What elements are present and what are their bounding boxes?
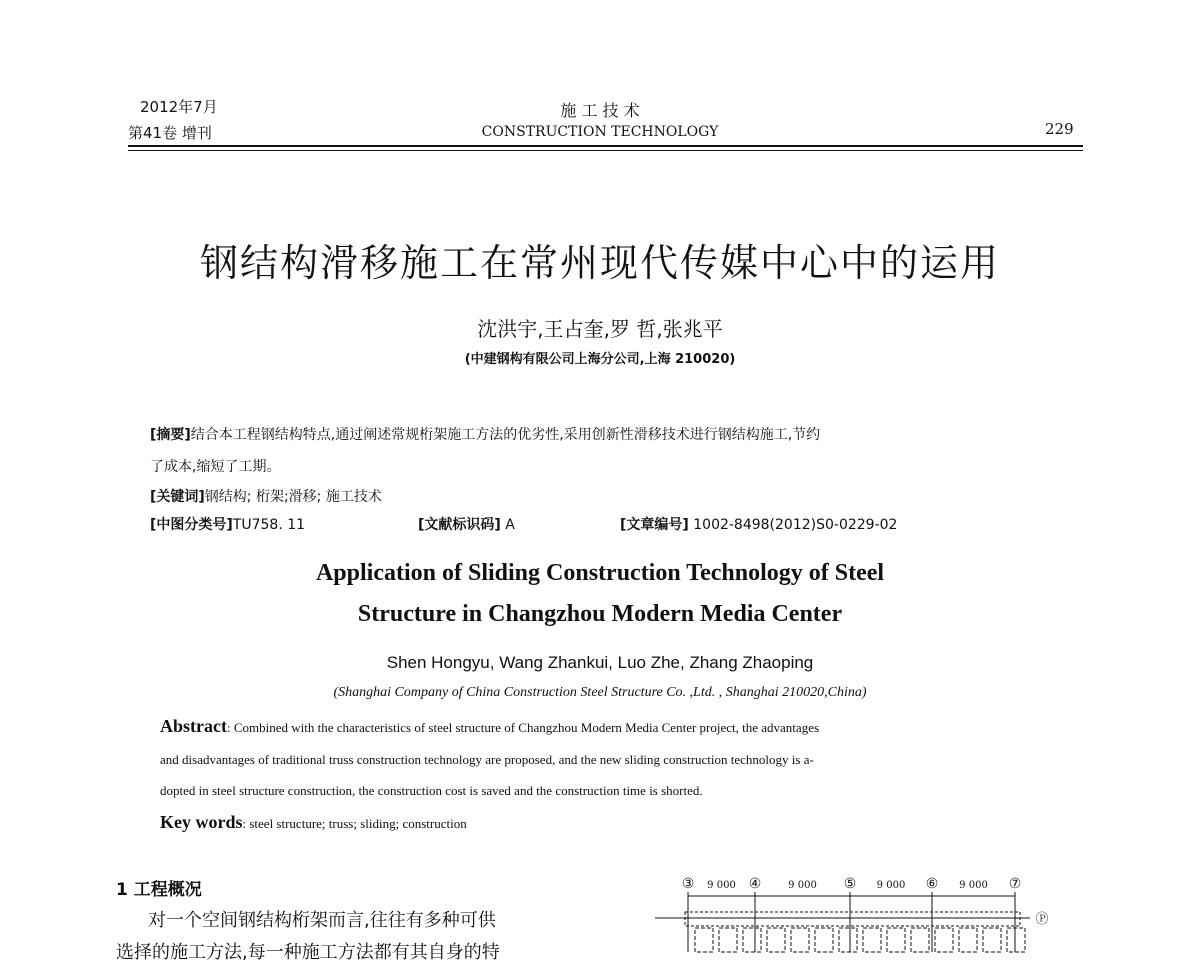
bay: [863, 928, 881, 952]
keywords-en: [160, 812, 467, 833]
paragraph-line1: 对一个空间钢结构桁架而言,往往有多种可供: [148, 910, 496, 931]
bay: [815, 928, 833, 952]
abstract-en-line1: [160, 716, 819, 737]
bay: [1007, 928, 1025, 952]
bay: [695, 928, 713, 952]
art-label: [文章编号]: [620, 517, 689, 533]
clc-value: TU758. 11: [232, 517, 306, 533]
axis-label: ③: [681, 876, 695, 892]
title-en-line2: Structure in Changzhou Modern Media Center: [357, 601, 843, 627]
abstract-cn-text: 结合本工程钢结构特点,通过阐述常规桁架施工方法的优劣性,采用创新性滑移技术进行钢结构施工,节约: [190, 427, 821, 443]
doc-value: A: [505, 517, 515, 533]
page-number: 229: [1045, 120, 1074, 138]
abstract-cn-line1: [150, 424, 820, 444]
bay: [767, 928, 785, 952]
axis-label: ⑦: [1008, 876, 1022, 892]
header-date: 2012年7月: [140, 98, 218, 116]
abstract-cn-line2: 了成本,缩短了工期。: [150, 459, 281, 475]
bay: [911, 928, 929, 952]
bay: [743, 928, 761, 952]
affiliation-en: (Shanghai Company of China Construction Steel Structure Co. ,Ltd. , Shanghai 210020,China): [333, 685, 867, 700]
paragraph-line2: 选择的施工方法,每一种施工方法都有其自身的特: [116, 942, 500, 963]
clc-label: [中图分类号]: [150, 517, 233, 533]
keywords-cn-text: 钢结构; 桁架;滑移; 施工技术: [204, 489, 382, 505]
bay: [983, 928, 1001, 952]
span-label: 9 000: [876, 880, 906, 891]
authors-cn: 沈洪宇,王占奎,罗 哲,张兆平: [477, 317, 723, 341]
article-number: [620, 514, 897, 534]
keywords-cn-label: [关键词]: [150, 489, 205, 505]
axis-label: ⑥: [925, 876, 939, 892]
bay: [935, 928, 953, 952]
title-cn: 钢结构滑移施工在常州现代传媒中心中的运用: [199, 241, 1001, 285]
header-rule-thin: [128, 150, 1083, 151]
bay: [791, 928, 809, 952]
truss-band: [685, 912, 1020, 926]
affiliation-cn: (中建钢构有限公司上海分公司,上海 210020): [464, 352, 736, 367]
axis-label: ⑤: [843, 876, 857, 892]
row-label: Ⓟ: [1035, 912, 1049, 927]
keywords-en-label: Key words: [160, 812, 243, 832]
abstract-en-label: Abstract: [160, 716, 227, 736]
abstract-en-line2: and disadvantages of traditional truss construction technology are proposed, and the new sliding construction technology is a-: [160, 752, 814, 767]
bay: [887, 928, 905, 952]
title-en-line1: Application of Sliding Construction Technology of Steel: [315, 560, 885, 586]
header-journal-en: CONSTRUCTION TECHNOLOGY: [481, 124, 719, 140]
keywords-en-text: : steel structure; truss; sliding; construction: [242, 816, 467, 831]
span-label: 9 000: [707, 880, 736, 891]
doc-label: [文献标识码]: [418, 517, 501, 533]
axis-label: ④: [748, 876, 762, 892]
art-value: 1002-8498(2012)S0-0229-02: [693, 517, 898, 533]
abstract-cn-label: [摘要]: [150, 427, 191, 443]
clc-number: [150, 514, 305, 534]
span-label: 9 000: [788, 880, 817, 891]
keywords-cn: [150, 486, 382, 506]
authors-en: Shen Hongyu, Wang Zhankui, Luo Zhe, Zhang Zhaoping: [386, 653, 814, 672]
bay: [839, 928, 857, 952]
header-rule: [128, 145, 1083, 147]
header-journal-cn: 施 工 技 术: [560, 101, 640, 120]
abstract-en-line3: dopted in steel structure construction, the construction cost is saved and the construction time is shorted.: [160, 783, 703, 798]
span-label: 9 000: [959, 880, 988, 891]
abstract-en-text: : Combined with the characteristics of steel structure of Changzhou Modern Media Center project, the advantages: [226, 720, 820, 735]
bay: [719, 928, 737, 952]
section-heading: 1 工程概况: [116, 880, 202, 900]
header-volume: 第41卷 增刊: [128, 124, 212, 142]
doc-code: [418, 514, 515, 534]
bay: [959, 928, 977, 952]
structure-plan-figure: [650, 868, 1070, 952]
